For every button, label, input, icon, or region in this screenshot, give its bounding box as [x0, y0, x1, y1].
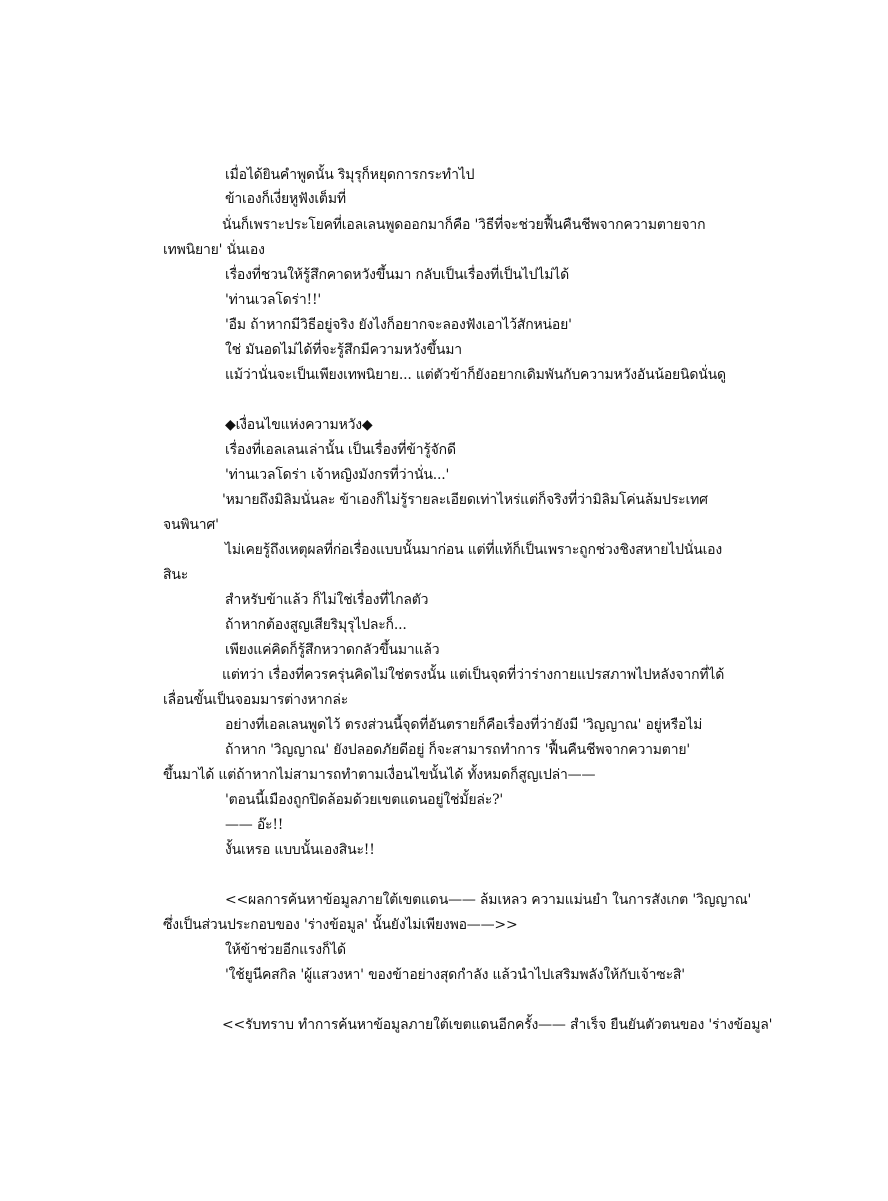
text-line: 'อืม ถ้าหากมีวิธีอยู่จริง ยังไงก็อยากจะลองฟังเอาไว้สักหน่อย' [225, 317, 572, 333]
text-line: 'ท่านเวลโดร่า!!' [225, 292, 322, 308]
text-line: งั้นเหรอ แบบนั้นเองสินะ!! [225, 842, 375, 858]
text-line: ถ้าหาก 'วิญญาณ' ยังปลอดภัยดีอยู่ ก็จะสามารถทำการ 'ฟื้นคืนชีพจากความตาย' [225, 742, 691, 758]
text-line: ให้ข้าช่วยอีกแรงก็ได้ [225, 942, 346, 958]
text-line: ไม่เคยรู้ถึงเหตุผลที่ก่อเรื่องแบบนั้นมาก่อน แต่ที่แท้ก็เป็นเพราะถูกช่วงชิงสหายไปนั่นเอง [225, 542, 722, 558]
text-line: นั่นก็เพราะประโยคที่เอลเลนพูดออกมาก็คือ 'วิธีที่จะช่วยฟื้นคืนชีพจากความตายจาก [222, 217, 706, 233]
section-heading: ◆เงื่อนไขแห่งความหวัง◆ [225, 417, 373, 433]
text-line: เพียงแค่คิดก็รู้สึกหวาดกลัวขึ้นมาแล้ว [225, 642, 440, 658]
text-line: 'หมายถึงมิลิมนั่นละ ข้าเองก็ไม่รู้รายละเอียดเท่าไหร่แต่ก็จริงที่ว่ามิลิมโค่นล้มประเทศ [222, 492, 708, 508]
text-line: 'ตอนนี้เมืองถูกปิดล้อมด้วยเขตแดนอยู่ใช่มั้ยล่ะ?' [225, 792, 504, 808]
text-line: อย่างที่เอลเลนพูดไว้ ตรงส่วนนี้จุดที่อันตรายก็คือเรื่องที่ว่ายังมี 'วิญญาณ' อยู่หรือไม่ [225, 717, 703, 733]
text-line: ขึ้นมาได้ แต่ถ้าหากไม่สามารถทำตามเงื่อนไขนั้นได้ ทั้งหมดก็สูญเปล่า—— [163, 767, 596, 783]
text-line: เลื่อนขั้นเป็นจอมมารต่างหากล่ะ [163, 692, 349, 708]
text-line: สินะ [163, 567, 189, 583]
text-line: ข้าเองก็เงี่ยหูฟังเต็มที่ [225, 191, 346, 207]
text-line: เมื่อได้ยินคำพูดนั้น ริมุรุก็หยุดการกระทำไป [225, 167, 475, 183]
text-line: ถ้าหากต้องสูญเสียริมุรุไปละก็... [225, 617, 407, 633]
text-line: เรื่องที่ชวนให้รู้สึกคาดหวังขึ้นมา กลับเป็นเรื่องที่เป็นไปไม่ได้ [225, 267, 569, 283]
text-line: ใช่ มันอดไม่ได้ที่จะรู้สึกมีความหวังขึ้นมา [225, 342, 462, 358]
text-line: <<รับทราบ ทำการค้นหาข้อมูลภายใต้เขตแดนอีกครั้ง—— สำเร็จ ยืนยันตัวตนของ 'ร่างข้อมูล' [222, 1017, 773, 1033]
text-line: เรื่องที่เอลเลนเล่านั้น เป็นเรื่องที่ข้ารู้จักดี [225, 442, 456, 458]
text-line: สำหรับข้าแล้ว ก็ไม่ใช่เรื่องที่ไกลตัว [225, 592, 429, 608]
text-line: เทพนิยาย' นั่นเอง [163, 242, 265, 258]
text-line: แม้ว่านั่นจะเป็นเพียงเทพนิยาย... แต่ตัวข้าก็ยังอยากเดิมพันกับความหวังอันน้อยนิดนั่นดู [225, 367, 726, 383]
text-line: ซึ่งเป็นส่วนประกอบของ 'ร่างข้อมูล' นั้นยังไม่เพียงพอ——>> [163, 917, 518, 933]
text-line: จนพินาศ' [163, 517, 219, 533]
text-line: 'ท่านเวลโดร่า เจ้าหญิงมังกรที่ว่านั่น...' [225, 467, 450, 483]
text-line: <<ผลการค้นหาข้อมูลภายใต้เขตแดน—— ล้มเหลว ความแม่นยำ ในการสังเกต 'วิญญาณ' [225, 892, 752, 908]
text-line: 'ใช้ยูนีคสกิล 'ผู้แสวงหา' ของข้าอย่างสุดกำลัง แล้วนำไปเสริมพลังให้กับเจ้าซะสิ' [225, 967, 685, 983]
text-line: แต่ทว่า เรื่องที่ควรครุ่นคิดไม่ใช่ตรงนั้น แต่เป็นจุดที่ว่าร่างกายแปรสภาพไปหลังจากที่ได้ [222, 667, 725, 683]
text-line: —— อ๊ะ!! [225, 817, 284, 833]
